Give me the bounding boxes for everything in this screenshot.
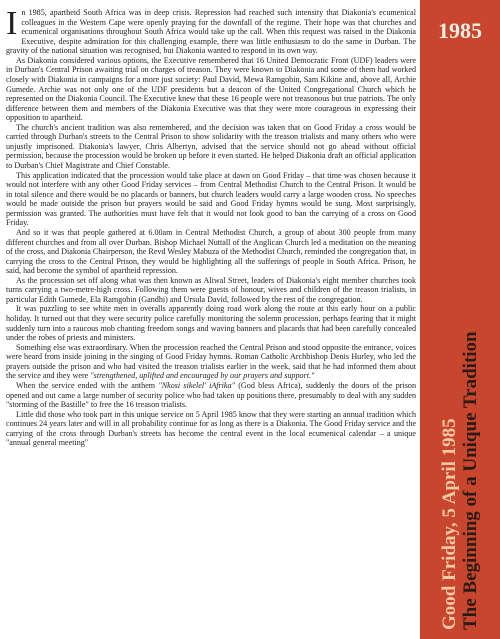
paragraph-4: This application indicated that the procession would take place at dawn on Good Friday – that time was chosen because it would not interfere with any other Good Friday services – from Central Methodist Church to the Central Prison. It would be in total silence and there would be no placards or banners, but church leaders would carry a large wooden cross. No speeches would be made outside the prison but prayers would be said and Good Friday hymns would be sung. Most surprisingly, permission was granted. The authorities must have felt that it would not look good to ban the carrying of a cross on Good Friday. [6,170,416,228]
vertical-title [439,130,481,630]
paragraph-6: As the procession set off along what was then known as Aliwal Street, leaders of Diakonia's eight member churches took turns carrying a two-metre-high cross. Following them were guests of honour, wives and children of the treason trialists, in particular Edith Gumede, Ela Ramgobin (Gandhi) and Ursula David, followed by the rest of the congregation. [6,275,416,304]
drop-cap: I [6,8,18,42]
paragraph-7: It was puzzling to see white men in overalls apparently doing road work along the route at this early hour on a public holiday. It turned out that they were security police carefully monitoring the solemn procession, perhaps fearing that it might suddenly turn into a raucous mob chanting freedom songs and waving banners and placards that had been carefully concealed under the robes of priests and ministers. [6,304,416,343]
paragraph-1: In 1985, apartheid South Africa was in deep crisis. Repression had reached such intensity that Diakonia's ecumenical colleagues in the Western Cape were openly praying for the downfall of the regime. Their hope was that churches and ecumenical organisations throughout South Africa would take up the call. When this request was raised in the Diakonia Executive, despite admiration for this challenging example, there was little enthusiasm to do the same in Durban. The gravity of the national situation was recognised, but Diakonia wanted to respond in its own way. [6,8,416,56]
paragraph-5: And so it was that people gathered at 6.00am in Central Methodist Church, a group of about 300 people from many different churches and from all over Durban. Bishop Michael Nuttall of the Anglican Church led a meditation on the meaning of the cross, and Diakonia Chairperson, the Revd Wesley Mabuza of the Methodist Church, reminded the congregation that, in carrying the cross to the Central Prison, they would be highlighting all the sufferings of people in South Africa. Prison, he said, had become the symbol of apartheid repression. [6,227,416,276]
paragraph-8: Something else was extraordinary. When the procession reached the Central Prison and stood opposite the entrance, voices were heard from inside joining in the singing of Good Friday hymns. Roman Catholic Archbishop Denis Hurley, who led the prayers outside the prison and who had visited the treason trialists earlier in the week, said that he had informed them about the service and they were "strengthened, uplifted and encouraged by our prayers and support." [6,342,416,381]
paragraph-3: The church's ancient tradition was also remembered, and the decision was taken that on Good Friday a cross would be carried through Durban's streets to the Central Prison to show solidarity with the treason trialists and many others who were unjustly imprisoned. Diakonia's lawyer, Chris Albertyn, advised that the service should not go ahead without official permission, because the procession would be broken up before it even started. He helped Diakonia draft an official application to Durban's Chief Magistrate and Chief Constable. [6,122,416,170]
paragraph-2: As Diakonia considered various options, the Executive remembered that 16 United Democratic Front (UDF) leaders were in Durban's Central Prison awaiting trial on charges of treason. They were known to Diakonia and some of them had worked closely with Diakonia in campaigns for a more just society: Paul David, Mewa Ramgobin, Sam Kikine and, above all, Archie Gumede. Archie was not only one of the UDF presidents but a deacon of the United Congregational Church which he represented on the Diakonia Council. The Executive knew that these 16 people were not treasonous but true patriots. The only difference between them and members of the Diakonia Executive was that they were more courageous in expressing their opposition to apartheid. [6,55,416,123]
vertical-title-area [420,130,500,630]
paragraph-9: When the service ended with the anthem "Nkosi sikelel' iAfrika" (God bless Africa), suddenly the doors of the prison opened and out came a large number of security police who had taken up positions there, presumably to deal with any sudden "storming of the Bastille" to free the 16 treason trialists. [6,380,416,410]
title-date-line: Good Friday, 5 April 1985 [439,418,460,630]
anthem-name: "Nkosi sikelel' iAfrika" [158,380,235,390]
quote-strengthened: "strengthened, uplifted and encouraged by our prayers and support." [90,371,315,381]
article-body [6,8,416,634]
title-main-line: The Beginning of a Unique Tradition [460,331,481,630]
year-heading: 1985 [438,18,482,43]
paragraph-10: Little did those who took part in this unique service on 5 April 1985 know that they were starting an annual tradition which continues 24 years later and will in all probability continue for as long as there is a Diakonia. The Good Friday service and the carrying of the cross through Durban's streets has become the central event in the local ecumenical calendar – a unique "annual general meeting" [6,409,416,448]
side-banner [420,0,500,639]
